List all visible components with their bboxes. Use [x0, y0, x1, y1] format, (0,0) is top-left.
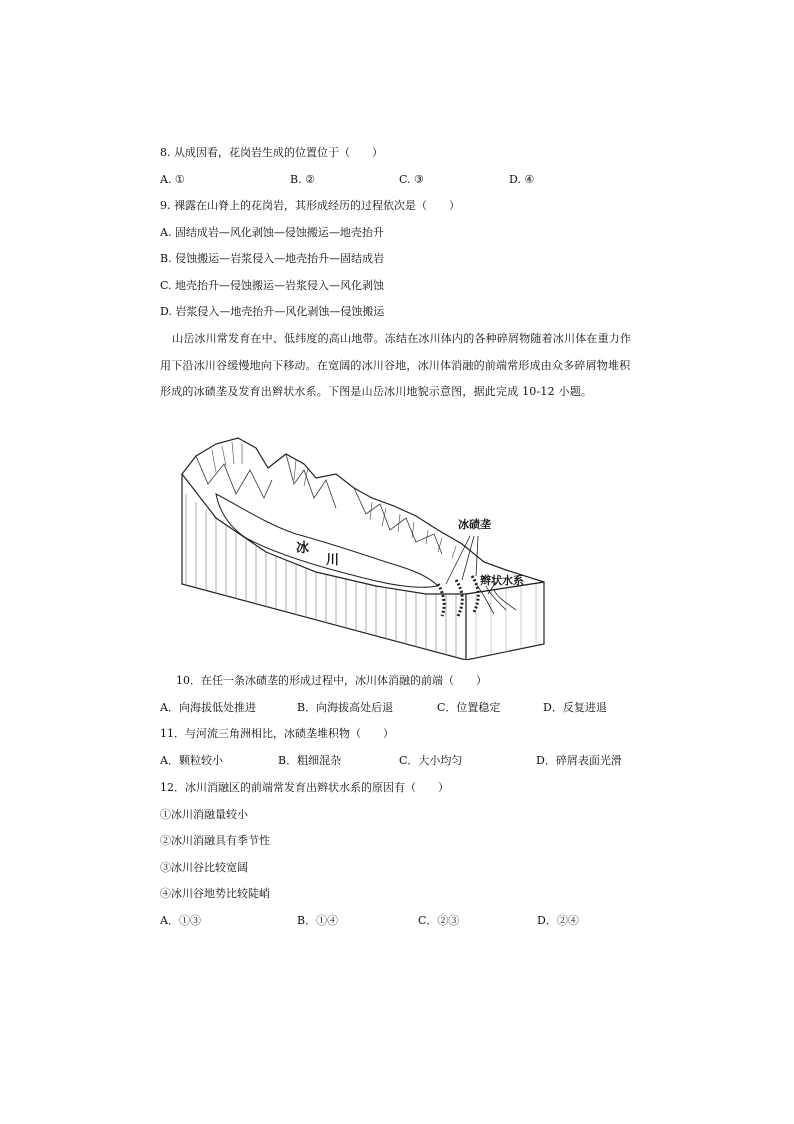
passage-text: 山岳冰川常发育在中、低纬度的高山地带。冻结在冰川体内的各种碎屑物随着冰川体在重力作用下沿冰川谷缓慢地向下移动。在宽阔的冰川谷地，冰川体消融的前端常形成由众多碎屑物堆积形成的冰碛垄及发育出辫状水系。下图是山岳冰川地貌示意图，据此完成 10-12 小题。 — [160, 332, 632, 398]
q12-statement-3: ③冰川谷比较宽阔 — [160, 861, 248, 874]
question-9-stem: 9. 裸露在山脊上的花岗岩，其形成经历的过程依次是（ ） — [160, 199, 460, 212]
q8-option-c: C. ③ — [399, 173, 424, 186]
q11-option-a: A．颗粒较小 — [160, 754, 223, 767]
question-10-stem: 10．在任一条冰碛垄的形成过程中，冰川体消融的前端（ ） — [176, 674, 487, 687]
question-11-stem: 11．与河流三角洲相比，冰碛垄堆积物（ ） — [160, 727, 394, 740]
q8-option-d: D. ④ — [509, 173, 535, 186]
question-8-stem: 8. 从成因看，花岗岩生成的位置位于（ ） — [160, 146, 383, 159]
q9-option-c: C. 地壳抬升—侵蚀搬运—岩浆侵入—风化剥蚀 — [160, 279, 385, 292]
q12-option-a: A．①③ — [160, 914, 201, 927]
q8-option-a: A. ① — [160, 173, 185, 186]
q12-option-c: C．②③ — [418, 914, 460, 927]
q12-option-b: B．①④ — [297, 914, 339, 927]
q10-option-a: A．向海拔低处推进 — [160, 701, 256, 714]
q10-option-d: D．反复进退 — [543, 701, 607, 714]
q9-option-a: A. 固结成岩—风化剥蚀—侵蚀搬运—地壳抬升 — [160, 226, 384, 239]
label-braided-streams: 辫状水系 — [480, 574, 524, 587]
q10-option-c: C．位置稳定 — [437, 701, 501, 714]
glacier-landform-diagram — [176, 434, 556, 660]
block-right-face — [466, 582, 544, 660]
q11-option-c: C．大小均匀 — [399, 754, 463, 767]
q12-option-d: D．②④ — [537, 914, 579, 927]
q9-option-d: D. 岩浆侵入—地壳抬升—风化剥蚀—侵蚀搬运 — [160, 305, 385, 318]
label-moraine: 冰碛垄 — [458, 518, 491, 531]
q10-option-b: B．向海拔高处后退 — [297, 701, 394, 714]
q12-statement-1: ①冰川消融量较小 — [160, 808, 248, 821]
q11-option-b: B．粗细混杂 — [278, 754, 342, 767]
label-glacier-1: 冰 — [296, 541, 310, 556]
label-glacier-2: 川 — [326, 553, 340, 568]
question-12-stem: 12．冰川消融区的前端常发育出辫状水系的原因有（ ） — [160, 781, 449, 794]
q9-option-b: B. 侵蚀搬运—岩浆侵入—地壳抬升—固结成岩 — [160, 252, 385, 265]
q8-option-b: B. ② — [290, 173, 315, 186]
q12-statement-2: ②冰川消融具有季节性 — [160, 834, 270, 847]
q11-option-d: D．碎屑表面光滑 — [536, 754, 622, 767]
q12-statement-4: ④冰川谷地势比较陡峭 — [160, 887, 270, 900]
